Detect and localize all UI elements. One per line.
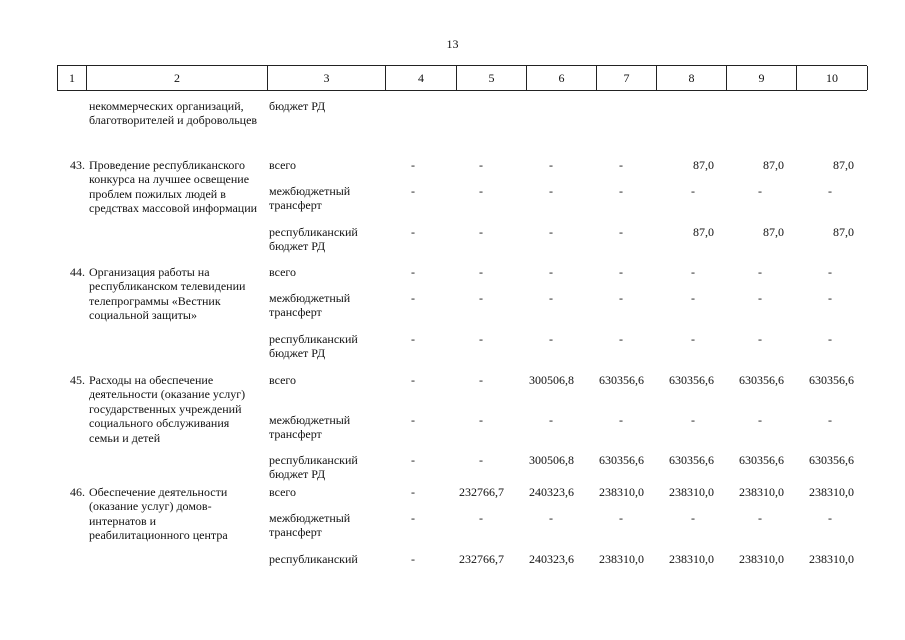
value-cell: 240323,6 — [529, 485, 574, 499]
value-cell: 87,0 — [833, 158, 854, 172]
value-dash: - — [828, 291, 832, 305]
value-cell: 630356,6 — [599, 373, 644, 387]
row-name: Организация работы на республиканском телевидении телепрограммы «Вестник социальной защиты» — [89, 265, 246, 323]
row-source: межбюджетный трансферт — [269, 413, 351, 442]
value-dash: - — [479, 332, 483, 346]
value-dash: - — [549, 332, 553, 346]
value-dash: - — [549, 225, 553, 239]
value-dash: - — [828, 413, 832, 427]
header-col-8: 8 — [657, 66, 727, 90]
value-dash: - — [758, 413, 762, 427]
row-source: республиканский — [269, 552, 358, 566]
value-cell: 232766,7 — [459, 552, 504, 566]
value-dash: - — [549, 511, 553, 525]
value-dash: - — [479, 291, 483, 305]
row-number: 46. — [70, 485, 85, 499]
header-col-6: 6 — [527, 66, 597, 90]
value-dash: - — [549, 291, 553, 305]
value-dash: - — [411, 552, 415, 566]
row-source: межбюджетный трансферт — [269, 291, 351, 320]
value-cell: 87,0 — [693, 225, 714, 239]
row-source: республиканский бюджет РД — [269, 332, 358, 361]
value-dash: - — [549, 265, 553, 279]
value-dash: - — [411, 158, 415, 172]
value-cell: 87,0 — [833, 225, 854, 239]
value-dash: - — [828, 511, 832, 525]
value-dash: - — [411, 291, 415, 305]
value-cell: 87,0 — [693, 158, 714, 172]
value-dash: - — [619, 413, 623, 427]
header-col-7: 7 — [597, 66, 657, 90]
value-dash: - — [619, 511, 623, 525]
row-source: республиканский бюджет РД — [269, 453, 358, 482]
value-dash: - — [411, 373, 415, 387]
value-dash: - — [691, 265, 695, 279]
value-dash: - — [619, 158, 623, 172]
value-dash: - — [479, 413, 483, 427]
value-cell: 630356,6 — [739, 373, 784, 387]
row-name: Проведение республиканского конкурса на лучшее освещение проблем пожилых людей в средствах массовой информации — [89, 158, 258, 216]
value-dash: - — [549, 158, 553, 172]
value-dash: - — [828, 184, 832, 198]
value-dash: - — [619, 265, 623, 279]
value-dash: - — [758, 184, 762, 198]
value-dash: - — [479, 184, 483, 198]
value-cell: 87,0 — [763, 225, 784, 239]
value-cell: 238310,0 — [599, 485, 644, 499]
value-dash: - — [479, 373, 483, 387]
value-cell: 240323,6 — [529, 552, 574, 566]
header-col-3: 3 — [268, 66, 386, 90]
row-source: всего — [269, 373, 297, 387]
row-name: Обеспечение деятельности (оказание услуг) домов-интернатов и реабилитационного центра — [89, 485, 228, 543]
row-name: некоммерческих организаций, благотворителей и добровольцев — [89, 99, 258, 128]
value-dash: - — [549, 413, 553, 427]
row-source: бюджет РД — [269, 99, 326, 113]
value-dash: - — [691, 332, 695, 346]
value-cell: 300506,8 — [529, 453, 574, 467]
value-dash: - — [411, 332, 415, 346]
value-dash: - — [619, 225, 623, 239]
value-dash: - — [411, 265, 415, 279]
value-cell: 630356,6 — [809, 373, 854, 387]
row-source: всего — [269, 158, 297, 172]
value-dash: - — [411, 184, 415, 198]
header-col-1: 1 — [58, 66, 87, 90]
value-dash: - — [691, 511, 695, 525]
value-dash: - — [479, 511, 483, 525]
value-dash: - — [758, 265, 762, 279]
header-col-5: 5 — [457, 66, 527, 90]
value-dash: - — [411, 453, 415, 467]
value-cell: 630356,6 — [809, 453, 854, 467]
value-dash: - — [479, 453, 483, 467]
value-dash: - — [479, 265, 483, 279]
value-dash: - — [691, 413, 695, 427]
value-dash: - — [619, 291, 623, 305]
row-number: 45. — [70, 373, 85, 387]
value-dash: - — [619, 332, 623, 346]
header-col-4: 4 — [386, 66, 457, 90]
value-cell: 238310,0 — [739, 485, 784, 499]
value-cell: 238310,0 — [809, 552, 854, 566]
value-cell: 87,0 — [763, 158, 784, 172]
page-number: 13 — [446, 37, 459, 51]
row-source: республиканский бюджет РД — [269, 225, 358, 254]
value-dash: - — [691, 291, 695, 305]
value-dash: - — [411, 485, 415, 499]
value-dash: - — [758, 291, 762, 305]
header-col-2: 2 — [87, 66, 268, 90]
value-cell: 300506,8 — [529, 373, 574, 387]
row-source: межбюджетный трансферт — [269, 184, 351, 213]
value-cell: 232766,7 — [459, 485, 504, 499]
header-col-10: 10 — [797, 66, 868, 90]
header-col-9: 9 — [727, 66, 797, 90]
value-cell: 238310,0 — [739, 552, 784, 566]
row-name: Расходы на обеспечение деятельности (оказание услуг) государственных учреждений социального обслуживания семьи и детей — [89, 373, 246, 445]
value-dash: - — [758, 332, 762, 346]
value-dash: - — [828, 265, 832, 279]
value-dash: - — [411, 413, 415, 427]
value-cell: 238310,0 — [809, 485, 854, 499]
value-dash: - — [691, 184, 695, 198]
row-number: 44. — [70, 265, 85, 279]
table-header — [57, 65, 867, 91]
value-dash: - — [619, 184, 623, 198]
row-source: всего — [269, 485, 297, 499]
row-number: 43. — [70, 158, 85, 172]
value-dash: - — [479, 158, 483, 172]
value-dash: - — [479, 225, 483, 239]
value-cell: 238310,0 — [669, 485, 714, 499]
value-dash: - — [411, 225, 415, 239]
value-cell: 630356,6 — [669, 453, 714, 467]
row-source: межбюджетный трансферт — [269, 511, 351, 540]
value-cell: 238310,0 — [599, 552, 644, 566]
budget-table — [57, 65, 867, 566]
value-cell: 630356,6 — [599, 453, 644, 467]
value-dash: - — [549, 184, 553, 198]
value-dash: - — [411, 511, 415, 525]
value-cell: 238310,0 — [669, 552, 714, 566]
value-cell: 630356,6 — [739, 453, 784, 467]
row-source: всего — [269, 265, 297, 279]
value-cell: 630356,6 — [669, 373, 714, 387]
value-dash: - — [828, 332, 832, 346]
value-dash: - — [758, 511, 762, 525]
